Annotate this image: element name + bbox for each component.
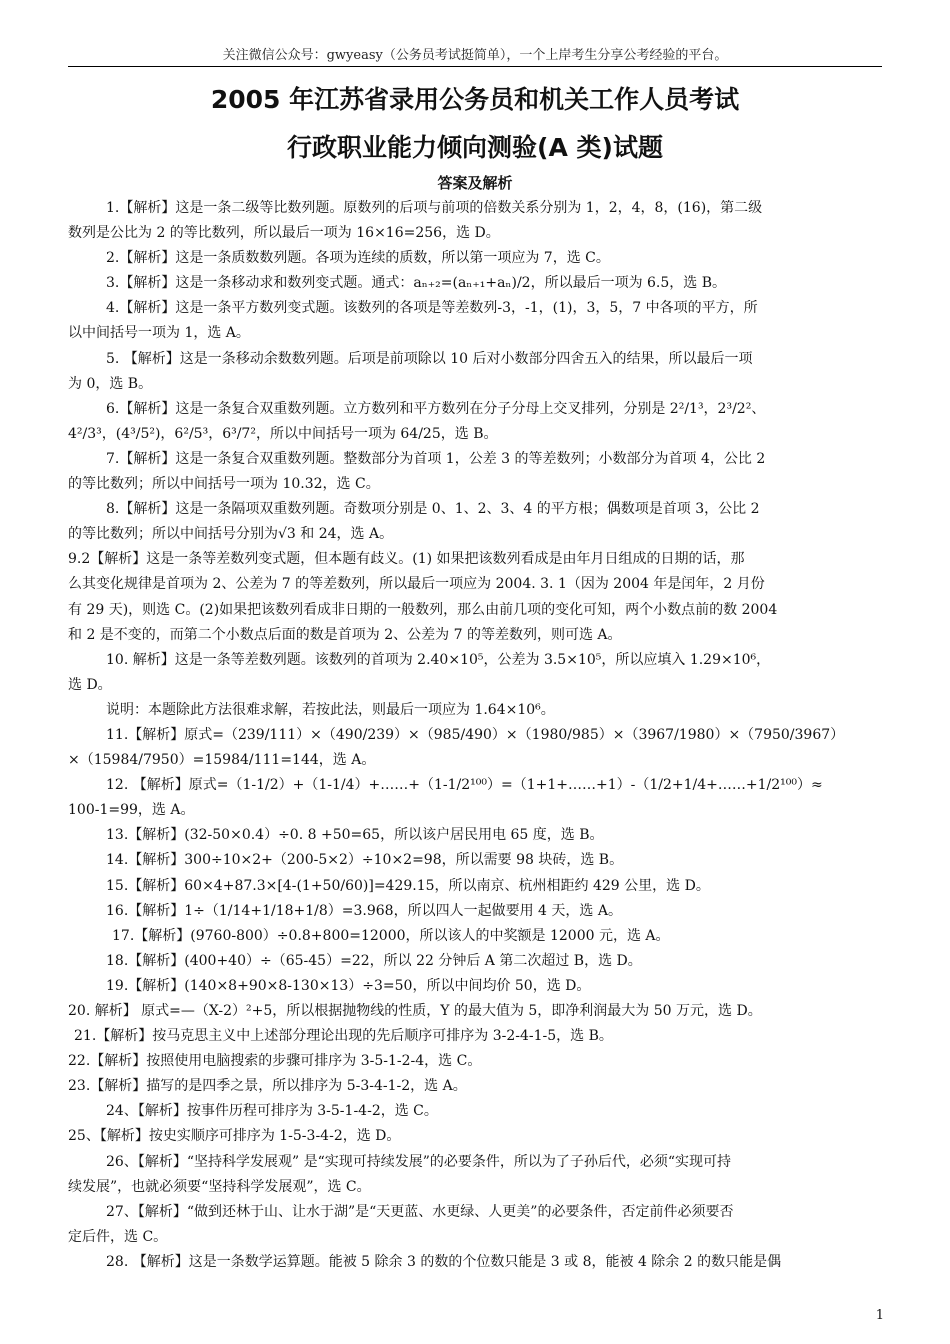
text-line: 4²/3³，(4³/5²)，6²/5³，6³/7²，所以中间括号一项为 64/25，选 B。 [68,425,498,442]
text-line: 16.【解析】1÷（1/14+1/18+1/8）=3.968，所以四人一起做要用 4 天，选 A。 [106,902,622,919]
text-line: 11.【解析】原式=（239/111）×（490/239）×（985/490）×（1980/985）×（3967/1980）×（7950/3967） [106,726,845,743]
text-line: 20. 解析】 原式=—（X-2）²+5，所以根据抛物线的性质，Y 的最大值为 5，即净利润最大为 50 万元，选 D。 [68,1003,762,1019]
text-line: 2.【解析】这是一条质数数列题。各项为连续的质数，所以第一项应为 7，选 C。 [106,250,610,267]
text-line: 22.【解析】按照使用电脑搜索的步骤可排序为 3-5-1-2-4，选 C。 [68,1053,482,1070]
text-line: 的等比数列；所以中间括号分别为√3 和 24，选 A。 [68,526,394,543]
text-line: 定后件，选 C。 [68,1228,168,1245]
section-heading: 答案及解析 [437,174,513,192]
text-line: 17.【解析】(9760-800）÷0.8+800=12000，所以该人的中奖额是 12000 元，选 A。 [112,927,670,944]
text-line: 说明：本题除此方法很难求解，若按此法，则最后一项应为 1.64×10⁶。 [106,701,555,718]
text-line: 24、【解析】按事件历程可排序为 3-5-1-4-2，选 C。 [106,1103,438,1120]
text-line: 27、【解析】“做到还林于山、让水于湖”是“天更蓝、水更绿、人更美”的必要条件，否定前件必须要否 [106,1203,734,1220]
text-line: 100-1=99，选 A。 [68,802,195,819]
text-line: 么其变化规律是首项为 2、公差为 7 的等差数列，所以最后一项应为 2004. 3. 1（因为 2004 年是闰年，2 月份 [68,576,765,593]
text-line: 13.【解析】(32-50×0.4）÷0. 8 +50=65，所以该户居民用电 65 度，选 B。 [106,827,604,844]
header-note: 关注微信公众号：gwyeasy（公务员考试挺简单），一个上岸考生分享公考经验的平台。 [222,48,728,63]
text-line: 18.【解析】(400+40）÷（65-45）=22，所以 22 分钟后 A 第二次超过 B，选 D。 [106,952,642,969]
page-number: 1 [875,1308,884,1323]
text-line: 为 0，选 B。 [68,375,153,392]
text-line: 21.【解析】按马克思主义中上述部分理论出现的先后顺序可排序为 3-2-4-1-5，选 B。 [74,1028,613,1045]
text-line: 10. 解析】这是一条等差数列题。该数列的首项为 2.40×10⁵，公差为 3.5×10⁵，所以应填入 1.29×10⁶， [106,651,771,668]
text-line: 12. 【解析】原式=（1-1/2）+（1-1/4）+……+（1-1/2¹⁰⁰）=（1+1+……+1）-（1/2+1/4+……+1/2¹⁰⁰）≈ [106,777,823,794]
text-line: 14.【解析】300÷10×2+（200-5×2）÷10×2=98，所以需要 98 块砖，选 B。 [106,852,624,869]
text-line: 4.【解析】这是一条平方数列变式题。该数列的各项是等差数列-3，-1，(1)，3，5，7 中各项的平方，所 [106,300,758,317]
text-line: 数列是公比为 2 的等比数列，所以最后一项为 16×16=256，选 D。 [68,225,500,242]
text-line: 8.【解析】这是一条隔项双重数列题。奇数项分别是 0、1、2、3、4 的平方根；偶数项是首项 3，公比 2 [106,501,760,518]
text-line: 选 D。 [68,676,112,693]
text-line: 3.【解析】这是一条移动求和数列变式题。通式：aₙ₊₂=(aₙ₊₁+aₙ)/2，所以最后一项为 6.5，选 B。 [106,275,727,292]
document-subtitle-title: 行政职业能力倾向测验(A 类)试题 [287,133,663,162]
text-line: 的等比数列；所以中间括号一项为 10.32，选 C。 [68,476,380,493]
text-line: 26、【解析】“坚持科学发展观” 是“实现可持续发展”的必要条件，所以为了子孙后代，必须“实现可持 [106,1153,732,1170]
text-line: 5. 【解析】这是一条移动余数数列题。后项是前项除以 10 后对小数部分四舍五入的结果，所以最后一项 [106,350,753,367]
text-line: 6.【解析】这是一条复合双重数列题。立方数列和平方数列在分子分母上交叉排列，分别是 2²/1³，2³/2²、 [106,400,766,417]
text-line: 1.【解析】这是一条二级等比数列题。原数列的后项与前项的倍数关系分别为 1，2，4，8，(16)，第二级 [106,200,763,216]
text-line: 15.【解析】60×4+87.3×[4-(1+50/60)]=429.15，所以南京、杭州相距约 429 公里，选 D。 [106,877,710,894]
text-line: 续发展”，也就必须要“坚持科学发展观”，选 C。 [68,1178,371,1195]
answer-body [68,196,884,1275]
text-line: 和 2 是不变的，而第二个小数点后面的数是首项为 2、公差为 7 的等差数列，则可选 A。 [68,626,622,643]
text-line: 以中间括号一项为 1，选 A。 [68,325,250,342]
document-title: 2005 年江苏省录用公务员和机关工作人员考试 [210,85,740,114]
text-line: 23.【解析】描写的是四季之景，所以排序为 5-3-4-1-2，选 A。 [68,1078,467,1095]
text-line: 25、【解析】按史实顺序可排序为 1-5-3-4-2，选 D。 [68,1128,401,1145]
text-line: ×（15984/7950）=15984/111=144，选 A。 [68,752,376,769]
text-line: 28. 【解析】这是一条数学运算题。能被 5 除余 3 的数的个位数只能是 3 或 8，能被 4 除余 2 的数只能是偶 [106,1253,782,1270]
text-line: 19.【解析】(140×8+90×8-130×13）÷3=50，所以中间均价 50，选 D。 [106,977,591,994]
text-line: 7.【解析】这是一条复合双重数列题。整数部分为首项 1，公差 3 的等差数列；小数部分为首项 4，公比 2 [106,450,766,467]
text-line: 9.2【解析】这是一条等差数列变式题，但本题有歧义。(1) 如果把该数列看成是由年月日组成的日期的话，那 [68,551,745,568]
header-divider [68,66,882,67]
text-line: 有 29 天)，则选 C。(2)如果把该数列看成非日期的一般数列，那么由前几项的变化可知，两个小数点前的数 2004 [68,601,778,618]
